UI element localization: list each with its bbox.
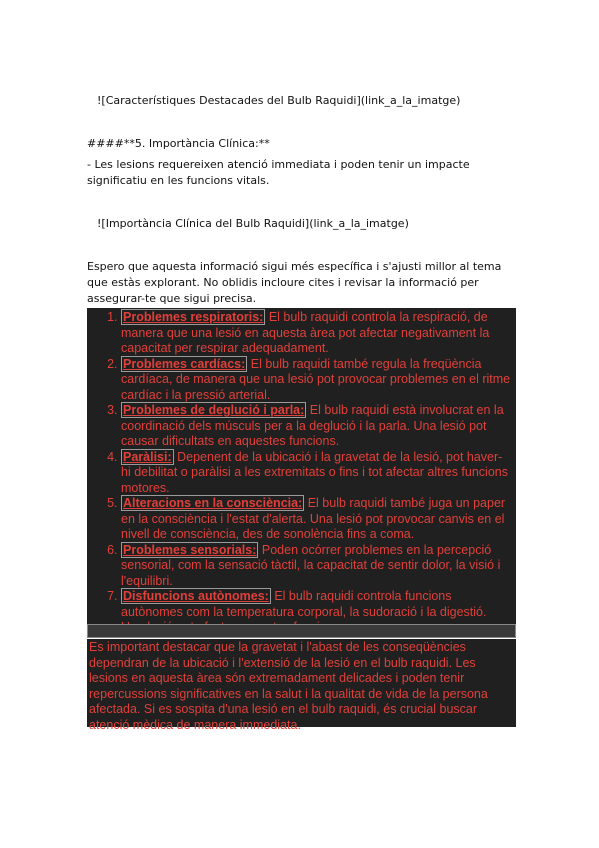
note-paragraph: Es important destacar que la gravetat i l'abast de les conseqüències dependran de la ubicació i l'extensió de la lesió en el bulb raquidi. Les lesions en aquesta àrea són extremadament delicades i poden tenir repercussions significatives en la salut i la qualitat de vida de la persona afectada. Si es sospita d'una lesió en el bulb raquidi, és crucial buscar atenció mèdica de manera immediata. (87, 639, 516, 727)
list-item-term: Problemes de deglució i parla: (123, 403, 305, 417)
list-item (121, 310, 512, 357)
list-item-text: El bulb raquidi també juga un paper en la consciència i l'estat d'alerta. Una lesió pot provocar canvis en el nivell de consciència, des de sonolència fins a coma. (121, 496, 506, 541)
list-item-text: Depenent de la ubicació i la gravetat de la lesió, pot haver-hi debilitat o paràlisi a les extremitats o fins i tot afectar altres funcions motores. (121, 449, 508, 495)
list-item (121, 496, 512, 543)
list-item-term: Paràlisi: (123, 449, 172, 464)
list-item (121, 450, 512, 497)
list-item (121, 543, 512, 590)
image-link-characteristics: ![Característiques Destacades del Bulb Raquidi](link_a_la_imatge) (97, 94, 461, 107)
divider-bar (87, 624, 516, 638)
consequences-list-box (87, 308, 516, 624)
list-item-term: Alteracions en la consciència: (123, 496, 303, 510)
list-item-text: El bulb raquidi també regula la freqüència cardíaca, de manera que una lesió pot provocar problemes en el ritme cardíac i la pressió arterial. (121, 356, 511, 402)
list-item-text: Poden ocórrer problemes en la percepció sensorial, com la sensació tàctil, la capacitat de sentir dolor, la visió i l'equilibri. (121, 542, 501, 588)
bullet-text: - Les lesions requereixen atenció immediata i poden tenir un impacte significatiu en les funcions vitals. (87, 158, 470, 187)
list-item-term: Problemes respiratoris: (123, 310, 264, 324)
list-item (121, 357, 512, 404)
section-heading-clinical-importance: ####**5. Importància Clínica:** (87, 137, 270, 150)
consequences-list (87, 308, 516, 636)
list-item (121, 403, 512, 450)
list-item-text: El bulb raquidi controla la respiració, de manera que una lesió en aquesta àrea pot afectar negativament la capacitat per respirar adequadament. (121, 310, 490, 355)
list-item-text: El bulb raquidi està involucrat en la coordinació dels músculs per a la deglució i la parla. Una lesió pot causar dificultats en aquestes funcions. (121, 403, 504, 448)
list-item-term: Disfuncions autònomes: (123, 589, 269, 603)
list-item-term: Problemes sensorials: (123, 542, 257, 557)
list-item-term: Problemes cardíacs: (123, 356, 246, 371)
list-item-text: El bulb raquidi controla funcions autònomes com la temperatura corporal, la sudoració i la digestió. (121, 589, 487, 619)
closing-paragraph: Espero que aquesta informació sigui més específica i s'ajusti millor al tema que estàs explorant. No oblidis incloure cites i revisar la informació per assegurar-te que sigui precisa. (87, 260, 502, 305)
image-link-clinical-importance: ![Importància Clínica del Bulb Raquidi](link_a_la_imatge) (97, 217, 409, 230)
